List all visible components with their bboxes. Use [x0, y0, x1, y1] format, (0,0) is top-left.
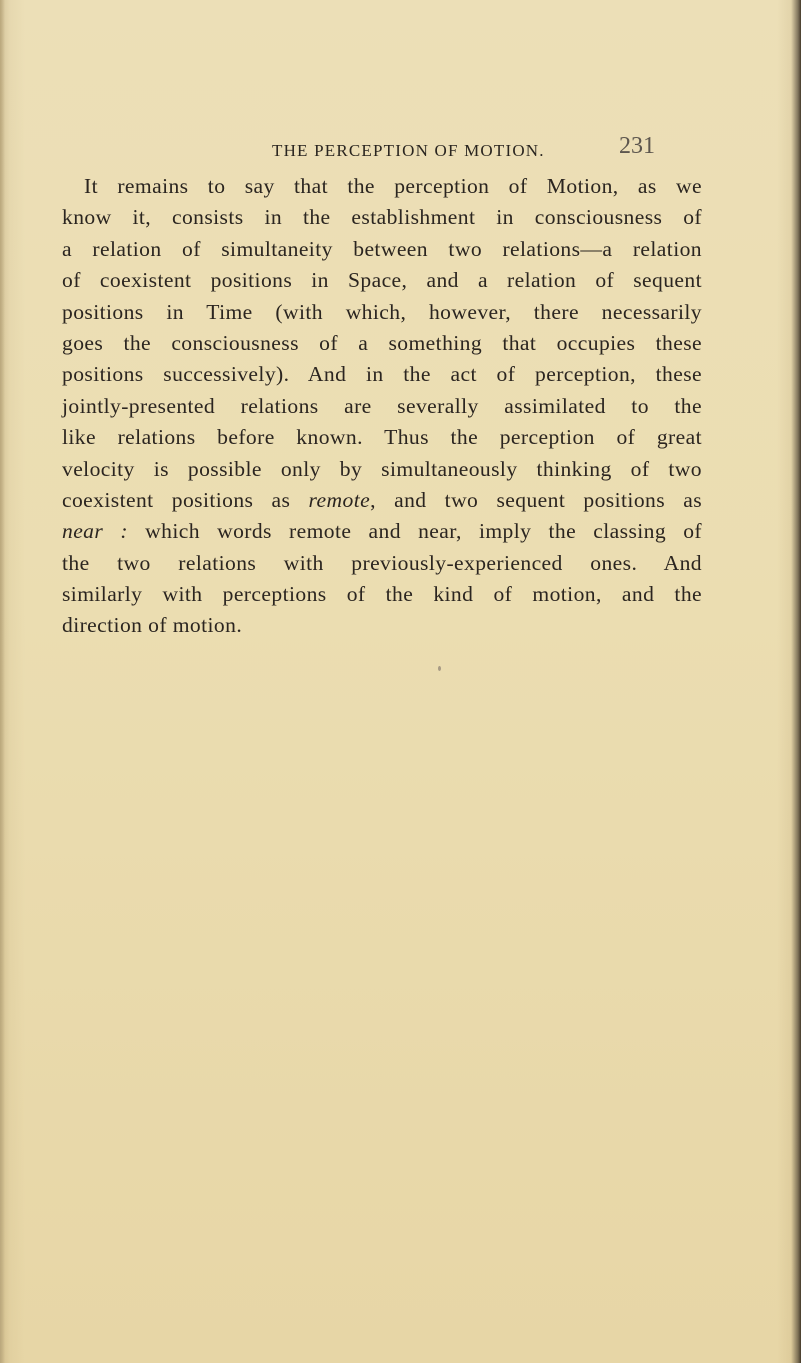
body-paragraph [62, 171, 702, 642]
text-line-9: like relations before known. Thus the perception of great [62, 425, 702, 450]
text-line-1: It remains to say that the perception of Motion, as we [84, 174, 702, 198]
text-line-12-end: which words remote and near, imply the classing of [127, 519, 702, 544]
text-line-3: a relation of simultaneity between two relations—a relation [62, 236, 702, 261]
text-line-8: jointly-presented relations are severally assimilated to the [62, 393, 702, 418]
italic-remote: remote [308, 487, 371, 512]
text-line-15: direction of motion. [62, 613, 243, 638]
text-line-13: the two relations with previously-experienced ones. And [62, 550, 702, 575]
text-line-11-end: , and two sequent positions as [370, 487, 702, 512]
running-head: THE PERCEPTION OF MOTION. [272, 141, 545, 160]
text-line-5: positions in Time (with which, however, there necessarily [62, 299, 702, 324]
text-line-7: positions successively). And in the act of perception, these [62, 362, 702, 387]
text-line-2: know it, consists in the establishment in consciousness of [62, 205, 702, 230]
page-edge-shadow [0, 0, 5, 1363]
text-line-14: similarly with perceptions of the kind of motion, and the [62, 582, 702, 607]
page-number: 231 [619, 133, 655, 159]
text-line-11-start: coexistent positions as [62, 487, 309, 512]
text-line-6: goes the consciousness of a something that occupies these [62, 330, 702, 355]
text-line-11 [62, 485, 702, 516]
text-line-12 [62, 516, 702, 547]
paper-speck [438, 666, 441, 671]
text-line-10: velocity is possible only by simultaneously thinking of two [62, 456, 702, 481]
page-header [50, 133, 750, 171]
text-line-4: of coexistent positions in Space, and a relation of sequent [62, 268, 702, 293]
italic-near: near : [62, 519, 128, 544]
